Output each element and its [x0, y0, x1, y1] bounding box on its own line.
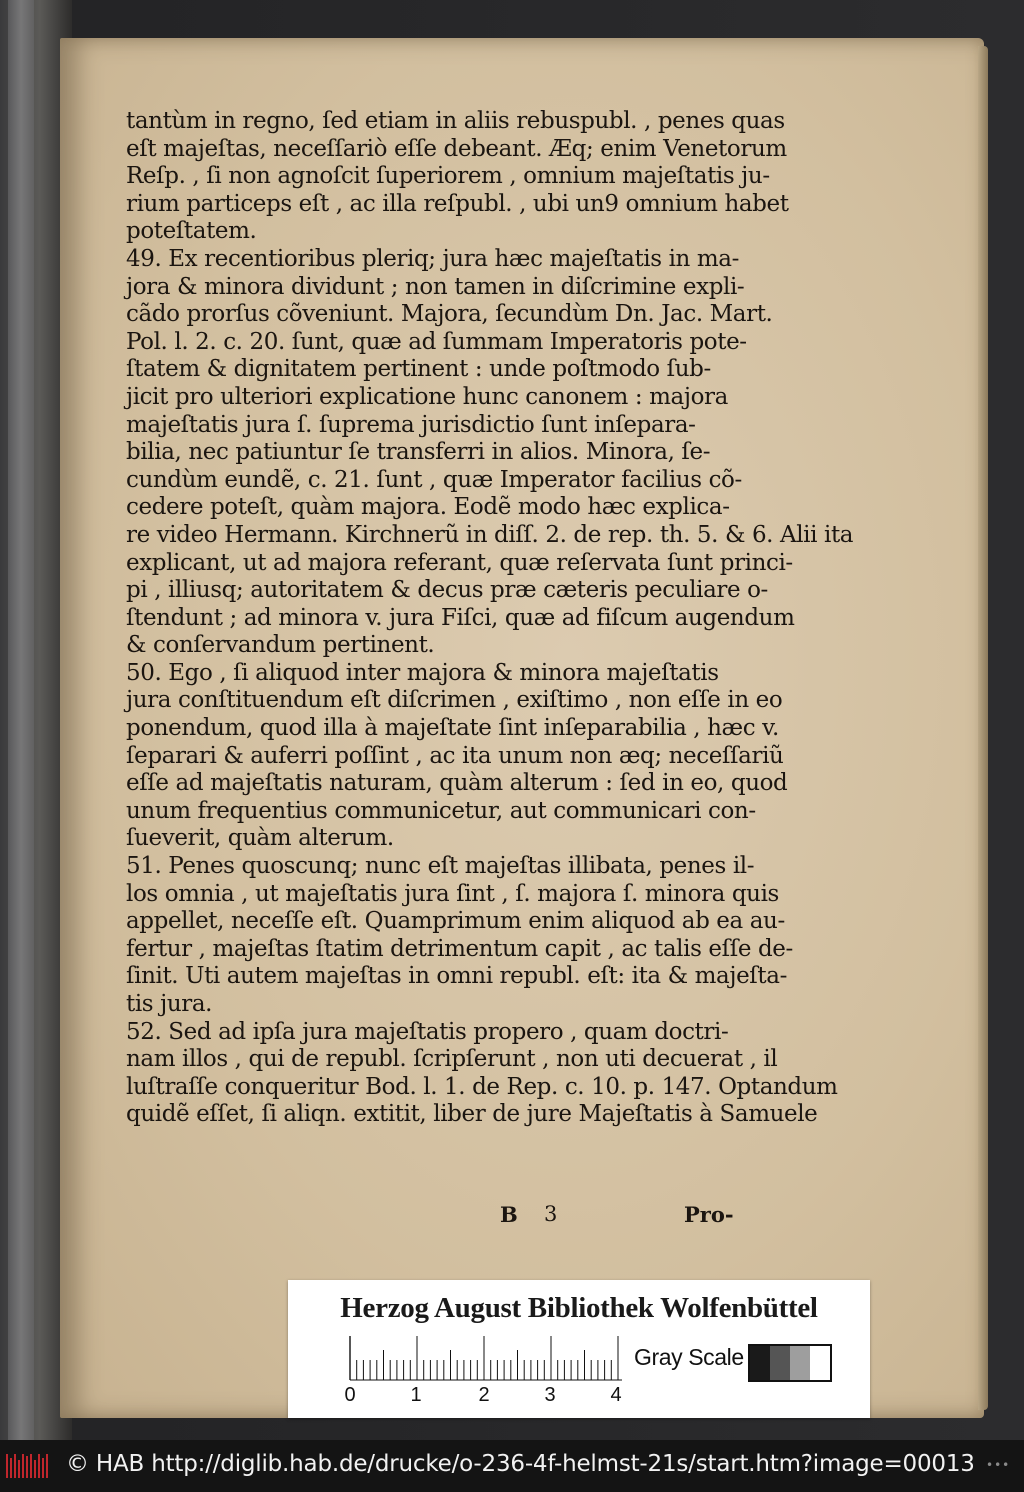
text-line: & conſervandum pertinent.	[126, 632, 435, 659]
gray-swatch	[790, 1346, 810, 1380]
text-line: jura conſtituendum eſt diſcrimen , exiſtimo , non eſſe in eo	[126, 687, 783, 714]
ruler-label-4: 4	[610, 1384, 622, 1406]
gray-swatch	[810, 1346, 830, 1380]
text-line: Reſp. , ſi non agnoſcit ſuperiorem , omnium majeſtatis ju-	[126, 163, 770, 190]
text-line: poteſtatem.	[126, 218, 257, 245]
ruler-label-3: 3	[544, 1384, 556, 1406]
text-line: tis jura.	[126, 991, 213, 1017]
calibration-card	[288, 1280, 870, 1418]
text-line: eſſe ad majeſtatis naturam, quàm alterum : ſed in eo, quod	[126, 770, 788, 797]
gray-scale-label: Gray Scale	[634, 1344, 744, 1370]
text-line: re video Hermann. Kirchnerũ in diſſ. 2. de rep. th. 5. & 6. Alii ita	[126, 521, 854, 548]
text-line: cundùm eundẽ, c. 21. ſunt , quæ Imperator facilius cõ-	[126, 466, 742, 493]
gray-swatch	[770, 1346, 790, 1380]
text-line: unum frequentius communicetur, aut communicari con-	[126, 797, 756, 824]
text-line: luſtraſſe conqueritur Bod. l. 1. de Rep. c. 10. p. 147. Optandum	[126, 1073, 838, 1100]
text-line: fertur , majeſtas ſtatim detrimentum capit , ac talis eſſe de-	[126, 935, 793, 962]
text-line: 49. Ex recentioribus pleriq; jura hæc majeſtatis in ma-	[126, 245, 739, 272]
gray-swatch	[750, 1346, 770, 1380]
text-line: jora & minora dividunt ; non tamen in diſcrimine expli-	[126, 273, 745, 300]
page-text	[126, 108, 854, 1129]
ruler-label-0: 0	[344, 1384, 356, 1406]
text-line: bilia, nec patiuntur ſe transferri in alios. Minora, ſe-	[126, 439, 711, 466]
text-line: ponendum, quod illa à majeſtate ſint inſeparabilia , hæc v.	[126, 715, 779, 742]
text-line: jicit pro ulteriori explicatione hunc canonem : majora	[126, 383, 728, 410]
text-line: Pol. l. 2. c. 20. ſunt, quæ ad ſummam Imperatoris pote-	[126, 328, 747, 355]
text-line: 50. Ego , ſi aliquod inter majora & minora majeſtatis	[126, 659, 719, 686]
text-line: quidẽ eſſet, ſi aliqn. extitit, liber de jure Majeſtatis à Samuele	[126, 1101, 818, 1128]
text-line: 52. Sed ad ipſa jura majeſtatis propero , quam doctri-	[126, 1018, 729, 1045]
ruler-label-2: 2	[478, 1384, 490, 1406]
footer-bar	[0, 1440, 1024, 1492]
text-line: 51. Penes quoscunq; nunc eſt majeſtas illibata, penes il-	[126, 853, 755, 880]
more-menu-icon[interactable]: •••	[986, 1458, 1011, 1472]
text-line: pi , illiusq; autoritatem & decus præ cæteris peculiare o-	[126, 577, 768, 604]
signature-mark-letter: B	[500, 1202, 518, 1227]
text-line: los omnia , ut majeſtatis jura ſint , ſ. majora ſ. minora quis	[126, 880, 779, 907]
signature-mark-number: 3	[544, 1202, 558, 1226]
text-line: ſtendunt ; ad minora v. jura Fiſci, quæ ad fiſcum augendum	[126, 604, 795, 631]
text-line: tantùm in regno, ſed etiam in aliis rebuspubl. , penes quas	[126, 108, 785, 134]
copyright-url[interactable]: © HAB http://diglib.hab.de/drucke/o-236-4f-helmst-21s/start.htm?image=00013	[66, 1451, 975, 1477]
text-line: rium particeps eſt , ac illa reſpubl. , ubi un9 omnium habet	[126, 190, 789, 217]
text-line: majeſtatis jura ſ. ſuprema jurisdictio ſunt inſepara-	[126, 411, 696, 438]
text-line: appellet, neceſſe eſt. Quamprimum enim aliquod ab ea au-	[126, 908, 785, 935]
text-line: ſeparari & auferri poſſint , ac ita unum non æq; neceſſariũ	[126, 742, 784, 769]
ruler-scale	[350, 1336, 640, 1380]
ruler-label-1: 1	[410, 1384, 422, 1406]
text-line: eſt majeſtas, neceſſariò eſſe debeant. Æq; enim Venetorum	[126, 135, 787, 162]
text-line: cedere poteſt, quàm majora. Eodẽ modo hæc explica-	[126, 494, 730, 521]
page-fore-edge	[978, 46, 988, 1410]
binding-strip	[8, 0, 34, 1440]
text-line: nam illos , qui de republ. ſcripſerunt , non uti decuerat , il	[126, 1046, 778, 1073]
text-line: explicant, ut ad majora referant, quæ reſervata ſunt princi-	[126, 549, 793, 576]
text-line: ſinit. Uti autem majeſtas in omni republ. eſt: ita & majeſta-	[126, 963, 787, 990]
hab-logo-icon	[6, 1452, 50, 1480]
catchword: Pro-	[684, 1202, 734, 1227]
text-line: cãdo prorſus cõveniunt. Majora, ſecundùm Dn. Jac. Mart.	[126, 301, 773, 328]
library-name: Herzog August Bibliothek Wolfenbüttel	[340, 1292, 818, 1324]
text-line: ſueverit, quàm alterum.	[126, 825, 394, 852]
text-line: ſtatem & dignitatem pertinent : unde poſtmodo ſub-	[126, 356, 711, 383]
gray-scale-bar	[748, 1344, 832, 1382]
